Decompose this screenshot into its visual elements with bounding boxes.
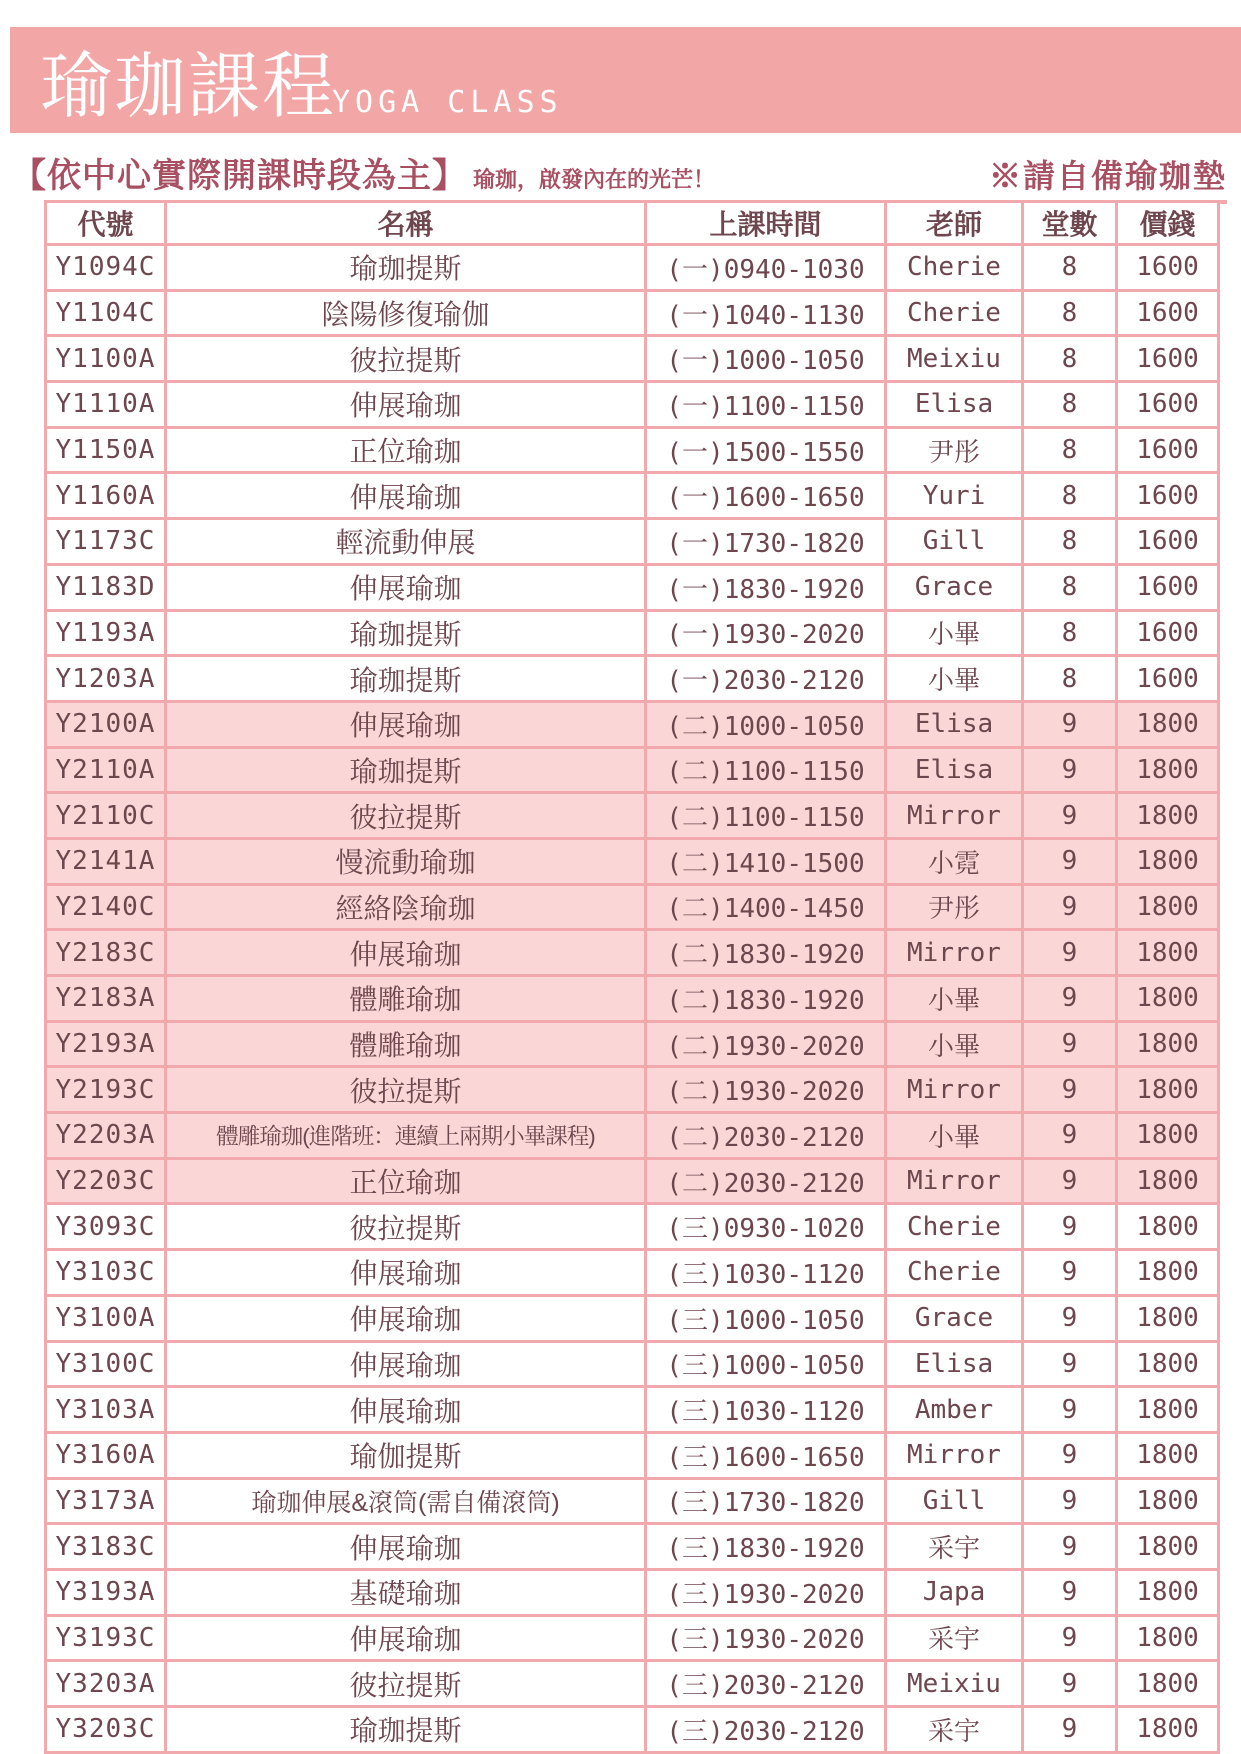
cell-price: 1600: [1117, 564, 1219, 610]
table-row: [46, 656, 1219, 702]
cell-class-time: (一)1100-1150: [646, 382, 886, 428]
cell-class-code: Y1183D: [46, 564, 166, 610]
cell-sessions-count: 9: [1023, 1707, 1117, 1753]
cell-class-time: (二)2030-2120: [646, 1158, 886, 1204]
cell-teacher: 小畢: [886, 656, 1023, 702]
table-row: [46, 1295, 1219, 1341]
table-row: [46, 1524, 1219, 1570]
table-header: [46, 202, 1219, 245]
cell-class-time: (一)2030-2120: [646, 656, 886, 702]
cell-sessions-count: 9: [1023, 1021, 1117, 1067]
cell-teacher: Grace: [886, 1295, 1023, 1341]
cell-class-time: (三)2030-2120: [646, 1707, 886, 1753]
cell-class-code: Y2203C: [46, 1158, 166, 1204]
table-row: [46, 793, 1219, 839]
cell-teacher: Elisa: [886, 701, 1023, 747]
cell-sessions-count: 9: [1023, 1615, 1117, 1661]
cell-teacher: Gill: [886, 519, 1023, 565]
column-header-sessions: 堂數: [1023, 202, 1117, 245]
notice-bar: [12, 148, 1227, 196]
table-row: [46, 1021, 1219, 1067]
cell-price: 1800: [1117, 1387, 1219, 1433]
cell-class-name: 伸展瑜珈: [166, 1250, 646, 1296]
cell-class-time: (三)1930-2020: [646, 1615, 886, 1661]
cell-class-time: (二)1000-1050: [646, 701, 886, 747]
cell-price: 1600: [1117, 336, 1219, 382]
cell-class-code: Y3193A: [46, 1569, 166, 1615]
cell-class-name: 伸展瑜珈: [166, 701, 646, 747]
cell-class-name: 伸展瑜珈: [166, 1341, 646, 1387]
table-row: [46, 519, 1219, 565]
cell-teacher: Cherie: [886, 245, 1023, 291]
cell-price: 1800: [1117, 747, 1219, 793]
cell-teacher: Meixiu: [886, 1661, 1023, 1707]
cell-class-name: 陰陽修復瑜伽: [166, 290, 646, 336]
cell-class-time: (一)1600-1650: [646, 473, 886, 519]
cell-teacher: Meixiu: [886, 336, 1023, 382]
cell-sessions-count: 9: [1023, 1204, 1117, 1250]
cell-sessions-count: 9: [1023, 976, 1117, 1022]
cell-teacher: Elisa: [886, 1341, 1023, 1387]
table-row: [46, 1341, 1219, 1387]
cell-sessions-count: 8: [1023, 564, 1117, 610]
cell-class-name: 伸展瑜珈: [166, 930, 646, 976]
cell-price: 1800: [1117, 1067, 1219, 1113]
cell-sessions-count: 9: [1023, 793, 1117, 839]
cell-class-name: 瑜珈提斯: [166, 747, 646, 793]
cell-price: 1800: [1117, 1158, 1219, 1204]
cell-sessions-count: 9: [1023, 1387, 1117, 1433]
cell-class-code: Y2203A: [46, 1113, 166, 1159]
cell-class-time: (二)1930-2020: [646, 1067, 886, 1113]
cell-price: 1800: [1117, 1204, 1219, 1250]
cell-class-name: 彼拉提斯: [166, 793, 646, 839]
cell-teacher: Mirror: [886, 793, 1023, 839]
table-row: [46, 1158, 1219, 1204]
cell-teacher: 小畢: [886, 1113, 1023, 1159]
cell-class-name: 體雕瑜珈: [166, 976, 646, 1022]
header-row: [46, 202, 1219, 245]
table-row: [46, 747, 1219, 793]
cell-class-time: (二)1830-1920: [646, 976, 886, 1022]
cell-class-time: (一)1830-1920: [646, 564, 886, 610]
cell-sessions-count: 9: [1023, 701, 1117, 747]
cell-sessions-count: 8: [1023, 473, 1117, 519]
table-row: [46, 1478, 1219, 1524]
table-row: [46, 1661, 1219, 1707]
cell-class-time: (一)1930-2020: [646, 610, 886, 656]
table-row: [46, 427, 1219, 473]
table-row: [46, 1067, 1219, 1113]
cell-class-name: 彼拉提斯: [166, 1204, 646, 1250]
cell-price: 1600: [1117, 245, 1219, 291]
cell-class-name: 正位瑜珈: [166, 1158, 646, 1204]
cell-class-name: 伸展瑜珈: [166, 1295, 646, 1341]
table-row: [46, 1113, 1219, 1159]
cell-class-name: 體雕瑜珈: [166, 1021, 646, 1067]
cell-price: 1800: [1117, 1707, 1219, 1753]
page-subtitle-en: YOGA CLASS: [332, 85, 563, 120]
table-row: [46, 884, 1219, 930]
cell-class-name: 正位瑜珈: [166, 427, 646, 473]
cell-price: 1600: [1117, 382, 1219, 428]
cell-teacher: Elisa: [886, 747, 1023, 793]
cell-class-time: (一)1500-1550: [646, 427, 886, 473]
cell-price: 1800: [1117, 1661, 1219, 1707]
cell-class-time: (二)1410-1500: [646, 838, 886, 884]
cell-sessions-count: 9: [1023, 884, 1117, 930]
cell-class-time: (一)1000-1050: [646, 336, 886, 382]
cell-price: 1600: [1117, 656, 1219, 702]
cell-class-time: (二)2030-2120: [646, 1113, 886, 1159]
cell-teacher: Cherie: [886, 290, 1023, 336]
table-row: [46, 930, 1219, 976]
header-banner: [10, 27, 1241, 133]
cell-class-code: Y2141A: [46, 838, 166, 884]
cell-class-code: Y3160A: [46, 1432, 166, 1478]
cell-teacher: 采宇: [886, 1707, 1023, 1753]
cell-class-time: (三)1930-2020: [646, 1569, 886, 1615]
table-row: [46, 1204, 1219, 1250]
cell-teacher: Elisa: [886, 382, 1023, 428]
cell-class-time: (二)1100-1150: [646, 747, 886, 793]
cell-class-code: Y1150A: [46, 427, 166, 473]
cell-class-code: Y3093C: [46, 1204, 166, 1250]
cell-class-name: 基礎瑜珈: [166, 1569, 646, 1615]
cell-price: 1800: [1117, 1295, 1219, 1341]
cell-class-name: 瑜珈伸展&滾筒(需自備滾筒): [166, 1478, 646, 1524]
cell-class-code: Y2183C: [46, 930, 166, 976]
table-row: [46, 976, 1219, 1022]
cell-teacher: Mirror: [886, 1158, 1023, 1204]
cell-class-code: Y1203A: [46, 656, 166, 702]
table-row: [46, 473, 1219, 519]
cell-class-code: Y3100C: [46, 1341, 166, 1387]
cell-price: 1800: [1117, 838, 1219, 884]
cell-teacher: Gill: [886, 1478, 1023, 1524]
bring-mat-notice: ※請自備瑜珈墊: [989, 151, 1227, 204]
cell-class-time: (二)1930-2020: [646, 1021, 886, 1067]
column-header-code: 代號: [46, 202, 166, 245]
cell-sessions-count: 9: [1023, 1067, 1117, 1113]
table-row: [46, 610, 1219, 656]
cell-sessions-count: 8: [1023, 610, 1117, 656]
cell-class-name: 彼拉提斯: [166, 1067, 646, 1113]
cell-price: 1800: [1117, 1615, 1219, 1661]
cell-class-time: (三)1600-1650: [646, 1432, 886, 1478]
cell-price: 1800: [1117, 1432, 1219, 1478]
cell-class-name: 輕流動伸展: [166, 519, 646, 565]
cell-class-time: (三)1000-1050: [646, 1341, 886, 1387]
cell-teacher: 小霓: [886, 838, 1023, 884]
cell-sessions-count: 9: [1023, 1295, 1117, 1341]
cell-class-name: 伸展瑜珈: [166, 564, 646, 610]
cell-teacher: 采宇: [886, 1615, 1023, 1661]
class-table-body: [46, 245, 1219, 1753]
column-header-teacher: 老師: [886, 202, 1023, 245]
cell-class-code: Y1094C: [46, 245, 166, 291]
cell-class-name: 瑜珈提斯: [166, 245, 646, 291]
page-title: 瑜珈課程: [40, 47, 337, 127]
cell-class-name: 伸展瑜珈: [166, 473, 646, 519]
cell-sessions-count: 9: [1023, 747, 1117, 793]
cell-teacher: Mirror: [886, 930, 1023, 976]
cell-class-time: (三)1730-1820: [646, 1478, 886, 1524]
cell-class-code: Y2193C: [46, 1067, 166, 1113]
cell-sessions-count: 8: [1023, 290, 1117, 336]
cell-class-code: Y1173C: [46, 519, 166, 565]
cell-price: 1800: [1117, 1250, 1219, 1296]
cell-class-time: (一)0940-1030: [646, 245, 886, 291]
cell-price: 1600: [1117, 519, 1219, 565]
cell-class-code: Y2110A: [46, 747, 166, 793]
cell-class-time: (二)1400-1450: [646, 884, 886, 930]
cell-class-name: 伸展瑜珈: [166, 1387, 646, 1433]
cell-teacher: Cherie: [886, 1204, 1023, 1250]
cell-teacher: 尹彤: [886, 427, 1023, 473]
cell-class-code: Y1104C: [46, 290, 166, 336]
cell-sessions-count: 9: [1023, 1569, 1117, 1615]
cell-class-code: Y2100A: [46, 701, 166, 747]
column-header-price: 價錢: [1117, 202, 1219, 245]
cell-class-code: Y1110A: [46, 382, 166, 428]
cell-price: 1800: [1117, 1569, 1219, 1615]
schedule-disclaimer: 【依中心實際開課時段為主】: [12, 157, 467, 195]
table-row: [46, 290, 1219, 336]
cell-class-time: (三)1030-1120: [646, 1387, 886, 1433]
cell-class-time: (二)1100-1150: [646, 793, 886, 839]
table-row: [46, 701, 1219, 747]
cell-sessions-count: 8: [1023, 427, 1117, 473]
table-row: [46, 838, 1219, 884]
tagline: 瑜珈，啟發內在的光芒！: [473, 167, 716, 192]
cell-sessions-count: 8: [1023, 519, 1117, 565]
table-row: [46, 1387, 1219, 1433]
cell-sessions-count: 9: [1023, 1478, 1117, 1524]
cell-price: 1600: [1117, 473, 1219, 519]
cell-class-time: (二)1830-1920: [646, 930, 886, 976]
cell-price: 1600: [1117, 290, 1219, 336]
cell-sessions-count: 8: [1023, 245, 1117, 291]
cell-class-code: Y2140C: [46, 884, 166, 930]
cell-class-time: (三)1000-1050: [646, 1295, 886, 1341]
cell-price: 1800: [1117, 976, 1219, 1022]
table-row: [46, 1615, 1219, 1661]
cell-class-name: 伸展瑜珈: [166, 1524, 646, 1570]
cell-teacher: 尹彤: [886, 884, 1023, 930]
cell-class-name: 瑜珈提斯: [166, 1707, 646, 1753]
cell-price: 1600: [1117, 610, 1219, 656]
cell-teacher: 采宇: [886, 1524, 1023, 1570]
cell-sessions-count: 9: [1023, 1524, 1117, 1570]
cell-sessions-count: 8: [1023, 382, 1117, 428]
cell-class-code: Y3103A: [46, 1387, 166, 1433]
notice-left: [12, 148, 715, 197]
cell-price: 1800: [1117, 793, 1219, 839]
cell-price: 1800: [1117, 1524, 1219, 1570]
cell-class-code: Y2183A: [46, 976, 166, 1022]
cell-class-time: (一)1040-1130: [646, 290, 886, 336]
cell-class-code: Y1193A: [46, 610, 166, 656]
cell-class-name: 體雕瑜珈(進階班：連續上兩期小畢課程): [166, 1113, 646, 1159]
table-row: [46, 1250, 1219, 1296]
table-row: [46, 336, 1219, 382]
cell-sessions-count: 8: [1023, 656, 1117, 702]
cell-sessions-count: 9: [1023, 1341, 1117, 1387]
cell-teacher: Grace: [886, 564, 1023, 610]
cell-class-name: 伸展瑜珈: [166, 382, 646, 428]
cell-class-name: 瑜珈提斯: [166, 656, 646, 702]
cell-class-code: Y1100A: [46, 336, 166, 382]
cell-teacher: Japa: [886, 1569, 1023, 1615]
column-header-name: 名稱: [166, 202, 646, 245]
cell-price: 1800: [1117, 701, 1219, 747]
cell-class-name: 彼拉提斯: [166, 1661, 646, 1707]
cell-teacher: 小畢: [886, 610, 1023, 656]
cell-class-code: Y3203A: [46, 1661, 166, 1707]
cell-class-time: (三)0930-1020: [646, 1204, 886, 1250]
cell-class-time: (三)1830-1920: [646, 1524, 886, 1570]
cell-class-time: (一)1730-1820: [646, 519, 886, 565]
cell-sessions-count: 9: [1023, 1113, 1117, 1159]
cell-sessions-count: 8: [1023, 336, 1117, 382]
cell-class-name: 經絡陰瑜珈: [166, 884, 646, 930]
cell-price: 1800: [1117, 884, 1219, 930]
cell-class-code: Y3103C: [46, 1250, 166, 1296]
table-row: [46, 382, 1219, 428]
cell-sessions-count: 9: [1023, 1250, 1117, 1296]
cell-sessions-count: 9: [1023, 1158, 1117, 1204]
table-row: [46, 1569, 1219, 1615]
cell-sessions-count: 9: [1023, 838, 1117, 884]
cell-sessions-count: 9: [1023, 1661, 1117, 1707]
cell-class-name: 彼拉提斯: [166, 336, 646, 382]
cell-class-code: Y3193C: [46, 1615, 166, 1661]
cell-price: 1800: [1117, 1341, 1219, 1387]
cell-teacher: 小畢: [886, 1021, 1023, 1067]
cell-class-code: Y1160A: [46, 473, 166, 519]
column-header-time: 上課時間: [646, 202, 886, 245]
cell-sessions-count: 9: [1023, 1432, 1117, 1478]
cell-price: 1800: [1117, 1113, 1219, 1159]
table-row: [46, 245, 1219, 291]
cell-price: 1800: [1117, 1021, 1219, 1067]
cell-teacher: Mirror: [886, 1432, 1023, 1478]
cell-class-code: Y3183C: [46, 1524, 166, 1570]
cell-class-code: Y3100A: [46, 1295, 166, 1341]
cell-price: 1800: [1117, 930, 1219, 976]
cell-class-time: (三)1030-1120: [646, 1250, 886, 1296]
cell-sessions-count: 9: [1023, 930, 1117, 976]
cell-teacher: 小畢: [886, 976, 1023, 1022]
table-row: [46, 1432, 1219, 1478]
cell-teacher: Yuri: [886, 473, 1023, 519]
cell-class-code: Y3173A: [46, 1478, 166, 1524]
cell-teacher: Cherie: [886, 1250, 1023, 1296]
table-row: [46, 1707, 1219, 1753]
cell-class-code: Y3203C: [46, 1707, 166, 1753]
cell-price: 1600: [1117, 427, 1219, 473]
cell-class-name: 伸展瑜珈: [166, 1615, 646, 1661]
cell-price: 1800: [1117, 1478, 1219, 1524]
cell-teacher: Mirror: [886, 1067, 1023, 1113]
class-schedule-table: [44, 200, 1220, 1754]
cell-class-name: 慢流動瑜珈: [166, 838, 646, 884]
cell-teacher: Amber: [886, 1387, 1023, 1433]
cell-class-code: Y2110C: [46, 793, 166, 839]
cell-class-name: 瑜伽提斯: [166, 1432, 646, 1478]
cell-class-code: Y2193A: [46, 1021, 166, 1067]
table-row: [46, 564, 1219, 610]
cell-class-time: (三)2030-2120: [646, 1661, 886, 1707]
cell-class-name: 瑜珈提斯: [166, 610, 646, 656]
